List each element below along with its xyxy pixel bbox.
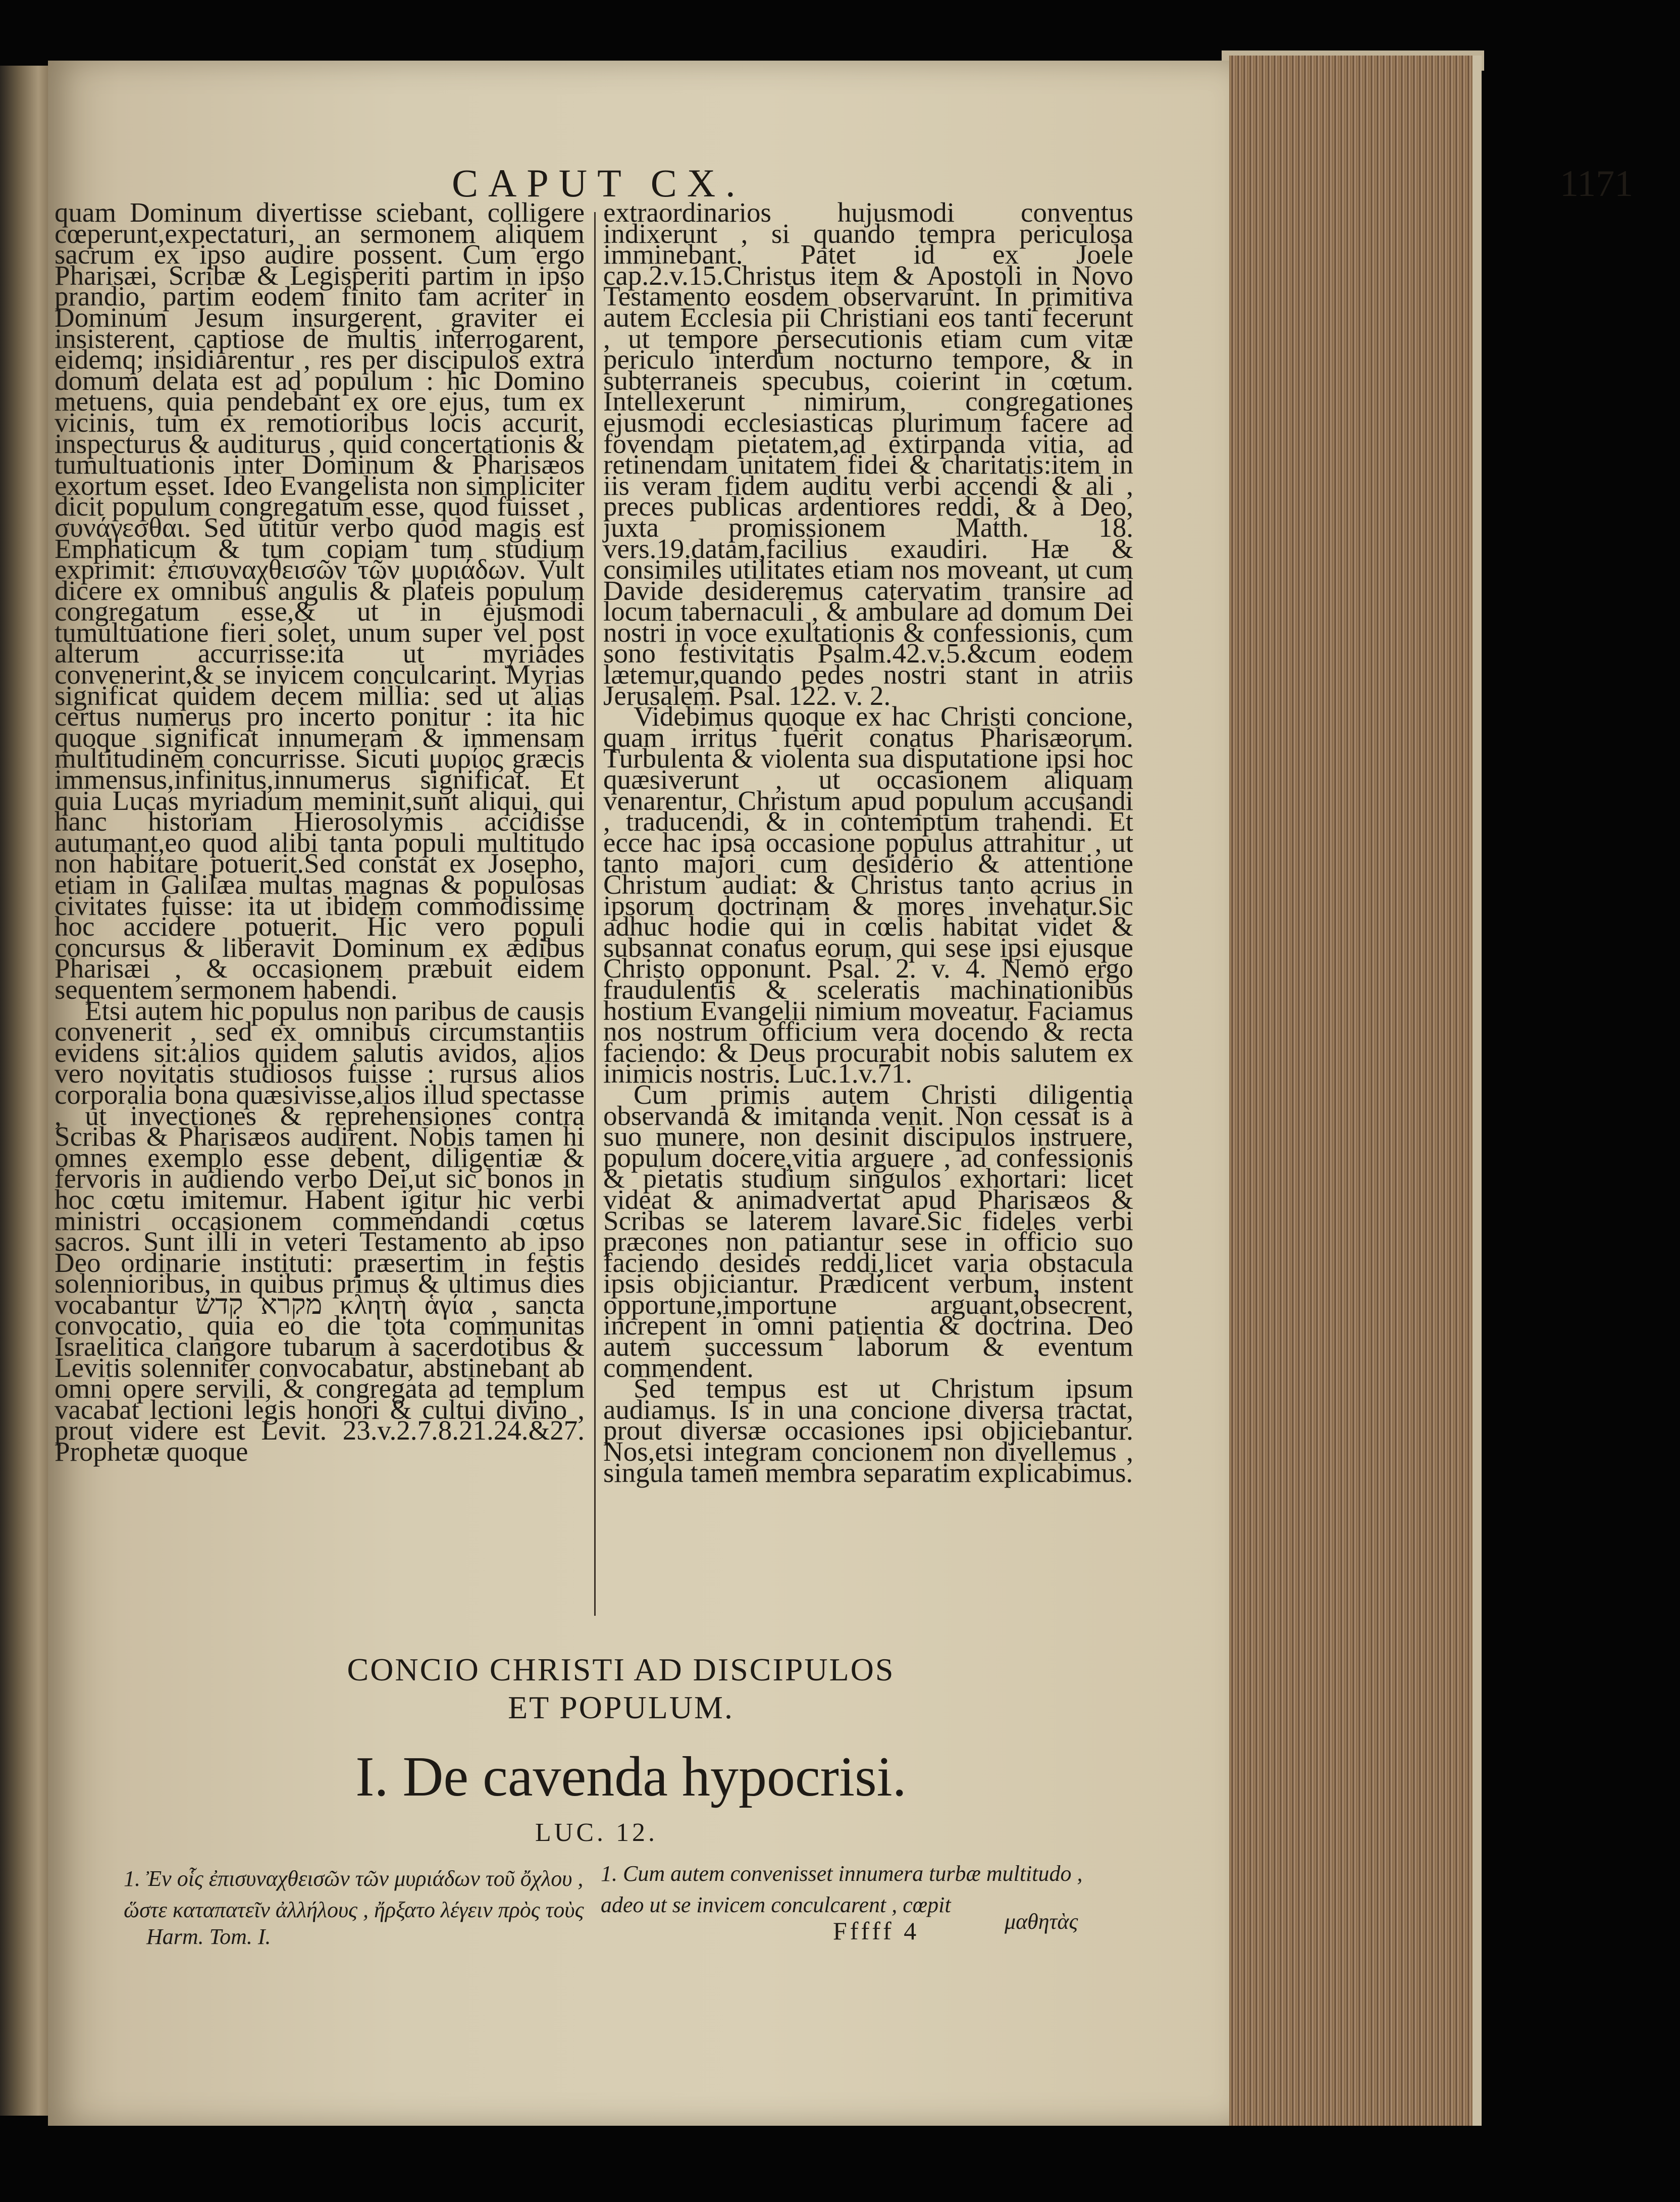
right-column <box>603 197 1133 1488</box>
greek-verse: 1. Ἐν οἷς ἐπισυναχθεισῶν τῶν μυριάδων τοῦ ὄχλου , ὥστε καταπατεῖν ἀλλήλους , ἤρξατο λέγειν πρὸς τοὺς <box>124 1866 584 1922</box>
sermon-heading-line2: ET POPULUM. <box>508 1689 734 1725</box>
running-head: CAPUT CX. <box>452 161 746 205</box>
signature-mark: Fffff 4 <box>833 1917 920 1945</box>
catchword: μαθητὰς <box>1005 1909 1078 1934</box>
sermon-heading: CONCIO CHRISTI AD DISCIPULOS <box>347 1652 895 1687</box>
paragraph: Etsi autem hic populus non paribus de causis convenerit , sed ex omnibus circumstantiis evidens sit:alios quidem salutis avidos, alios vero novitatis studiosos fuisse : rursus alios corporalia bona quæsivisse,alios illud spectasse , ut invectiones & reprehensiones contra Scribas & Pharisæos audirent. Nobis tamen hi omnes exemplo esse debent, diligentiæ & fervoris in audiendo verbo Dei,ut sic bonos in hoc cœtu imitemur. Habent igitur hic verbi ministri occasionem commendandi cœtus sacros. Sunt illi in veteri Testamento ab ipso Deo ordinarie instituti: præsertim in festis solennioribus, in quibus primus & ultimus dies vocabantur מקרא קדש κλητὴ ἁγία , sancta convocatio, quia eo die tota communitas Israelitica clangore tubarum à sacerdotibus & Levitis solenniter convocabatur, abstinebant ab omni opere servili, & congregata ad templum vacabat lectioni legis honori & cultui divino , prout videre est Levit. 23.v.2.7.8.21.24.&27. Prophetæ quoque <box>55 995 585 1467</box>
volume-note: Harm. Tom. I. <box>146 1924 271 1949</box>
section-title: I. De cavenda hypocrisi. <box>355 1746 907 1808</box>
facing-page-edge <box>0 66 48 2116</box>
left-column <box>55 197 585 1467</box>
page-stack-edge <box>1229 56 1482 2126</box>
paragraph: quam Dominum divertisse sciebant, colligere cœperunt,expectaturi, an sermonem aliquem sacrum ex ipso audire possent. Cum ergo Pharisæi, Scribæ & Legisperiti partim in ipso prandio, partim eodem finito tam acriter in Dominum Jesum insurgerent, graviter ei insisterent, captiose de multis interrogarent, eidemq; insidiarentur , res per discipulos extra domum delata est ad populum : hic Domino metuens, quia pendebant ex ore ejus, tum ex vicinis, tum ex remotioribus locis accurit, inspecturus & auditurus , quid concertationis & tumultuationis inter Dominum & Pharisæos exortum esset. Ideo Evangelista non simpliciter dicit populum congregatum esse, quod fuisset , συνάγεσθαι. Sed utitur verbo quod magis est Emphaticum & tum copiam tum studium exprimit: ἐπισυναχθεισῶν τῶν μυριάδων. Vult dicere ex omnibus angulis & plateis populum congregatum esse,& ut in ejusmodi tumultuatione fieri solet, unum super vel post alterum accurrisse:ita ut myriades convenerint,& se invicem conculcarint. Myrias significat quidem decem millia: sed ut alias certus numerus pro incerto ponitur : ita hic quoque significat innumeram & immensam multitudinem concurrisse. Sicuti μυρίος græcis immensus,infinitus,innumerus significat. Et quia Lucas myriadum meminit,sunt aliqui, qui hanc historiam Hierosolymis accidisse autumant,eo quod alibi tanta populi multitudo non habitare potuerit.Sed constat ex Josepho, etiam in Galilæa multas magnas & populosas civitates fuisse: ita ut ibidem commodissime hoc accidere potuerit. Hic vero populi concursus & liberavit Dominum ex ædibus Pharisæi , & occasionem præbuit eidem sequentem sermonem habendi. <box>55 197 585 1005</box>
paragraph: Cum primis autem Christi diligentia observanda & imitanda venit. Non cessat is à suo munere, non desinit discipulos instruere, populum docere,vitia arguere , ad confessionis & pietatis studium singulos exhortari: licet videat & animadvertat apud Pharisæos & Scribas se laterem lavare.Sic fideles verbi præcones non patiantur sese in officio suo faciendo desides reddi,licet varia obstacula ipsis objiciantur. Prædicent verbum, instent opportune,importune arguant,obsecrent, increpent in omni patientia & doctrina. Deo autem successum laborum & eventum commendent. <box>603 1079 1133 1383</box>
latin-verse: 1. Cum autem convenisset innumera turbæ multitudo , adeo ut se invicem conculcarent , cœpit <box>601 1861 1083 1917</box>
page-number: 1171 <box>1560 163 1634 204</box>
book-reference: LUC. 12. <box>535 1818 658 1847</box>
paragraph: Videbimus quoque ex hac Christi concione, quam irritus fuerit conatus Pharisæorum. Turbulenta & violenta sua disputatione ipsi hoc quæsiverunt , ut occasionem aliquam venarentur, Christum apud populum accusandi , traducendi, & in contemptum trahendi. Et ecce hac ipsa occasione populus attrahitur , ut tanto majori cum desiderio & attentione Christum audiat: & Christus tanto acrius in ipsorum doctrinam & mores invehatur.Sic adhuc hodie qui in cœlis habitat videt & subsannat conatus eorum, qui sese ipsi ejusque Christo opponunt. Psal. 2. v. 4. Nemo ergo fraudulentis & sceleratis machinationibus hostium Evangelii nimium moveatur. Faciamus nos nostrum officium vera docendo & recta faciendo: & Deus procurabit nobis salutem ex inimicis nostris. Luc.1.v.71. <box>603 701 1133 1089</box>
paragraph: extraordinarios hujusmodi conventus indixerunt , si quando tempra periculosa imminebant. Patet id ex Joele cap.2.v.15.Christus item & Apostoli in Novo Testamento eosdem observarunt. In primitiva autem Ecclesia pii Christiani eos tanti fecerunt , ut tempore persecutionis etiam cum vitæ periculo interdum nocturno tempore, & in subterraneis specubus, coierint in cœtum. Intellexerunt nimirum, congregationes ejusmodi ecclesiasticas plurimum facere ad fovendam pietatem,ad extirpanda vitia, ad retinendam unitatem fidei & charitatis:item in iis veram fidem auditu verbi accendi & ali , preces publicas ardentiores reddi, & à Deo, juxta promissionem Matth. 18. vers.19.datam,facilius exaudiri. Hæ & consimiles utilitates etiam nos moveant, ut cum Davide desideremus catervatim transire ad locum tabernaculi , & ambulare ad domum Dei nostri in voce exultationis & confessionis, cum sono festivitatis Psalm.42.v.5.&cum eodem lætemur,quando pedes nostri stant in atriis Jerusalem. Psal. 122. v. 2. <box>603 197 1133 711</box>
column-divider <box>594 212 596 1616</box>
paragraph: Sed tempus est ut Christum ipsum audiamus. Is in una concione diversa tractat, prout diversæ occasiones ipsi objiciebantur. Nos,etsi integram concionem non divellemus , singula tamen membra separatim explicabimus. <box>603 1373 1133 1488</box>
